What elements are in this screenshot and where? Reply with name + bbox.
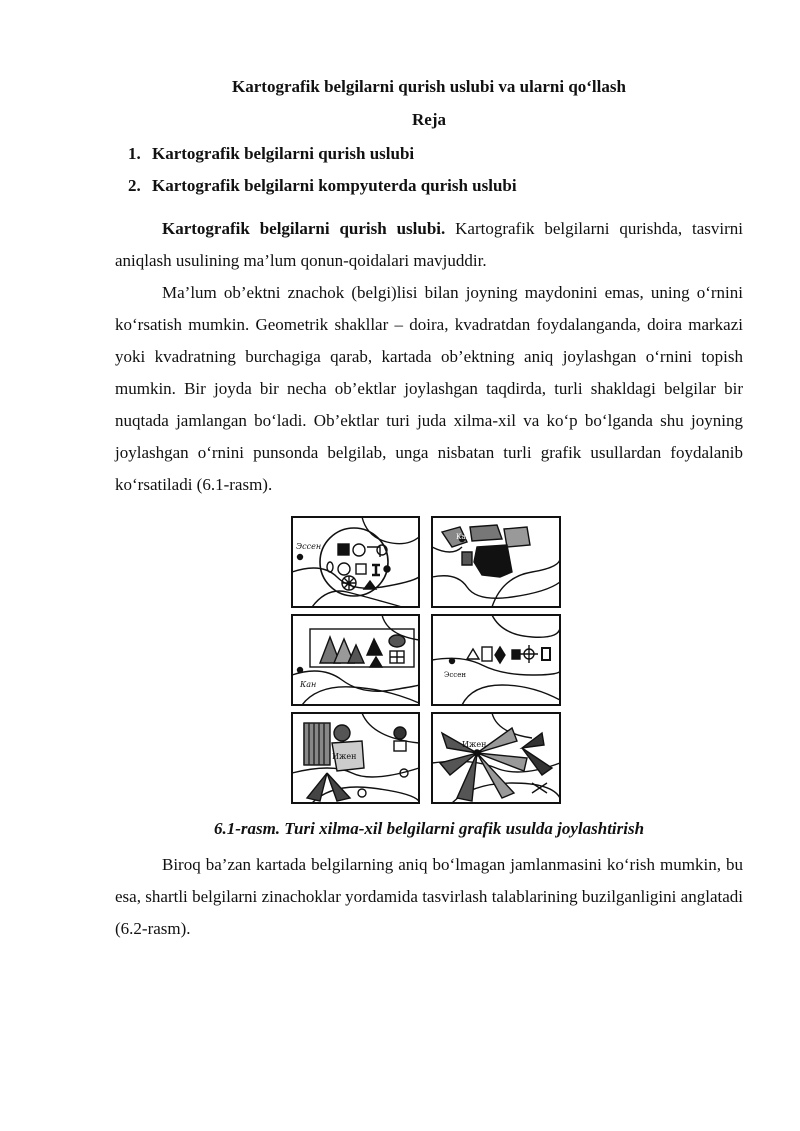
paragraph-lead: Kartografik belgilarni qurish uslubi. xyxy=(162,219,446,238)
figure-caption: 6.1-rasm. Turi xilma-xil belgilarni grafik usulda joylashtirish xyxy=(213,819,645,838)
map-label: Ижен xyxy=(332,752,357,761)
paragraph-body: Kartografik belgilarni qurishda, tasvirni aniqlash usulining ma’lum qonun-qoidalari mavjuddir. xyxy=(115,219,743,270)
plan-item-number: 2. xyxy=(128,176,141,195)
plan-heading: Reja xyxy=(412,110,446,129)
paragraph-closing: Biroq ba’zan kartada belgilarning aniq bo‘lmagan jamlanmasini ko‘rish mumkin, bu esa, shartli belgilarni zinachoklar yordamida tasvirlash talablarining buzilganligini anglatadi (6.2-rasm). xyxy=(115,855,743,938)
plan-item xyxy=(128,143,414,165)
map-panel xyxy=(432,517,560,607)
map-panel xyxy=(292,517,419,607)
map-panel xyxy=(432,615,560,705)
paragraph-main: Ma’lum ob’ektni znachok (belgi)lisi bilan joyning maydonini emas, uning o‘rnini ko‘rsatish mumkin. Geometrik shakllar – doira, kvadratdan foydalanganda, doira markazi yoki kvadratning burchagiga qarab, kartada ob’ektning aniq joylashgan o‘rnini topish mumkin. Bir joyda bir necha ob’ektlar joylashgan taqdirda, turli shakldagi belgilar bir nuqtada jamlangan bo‘ladi. Ob’ektlar turi juda xilma-xil va ko‘p bo‘lganda shu joyning joylashgan o‘rnini punsonda belgilab, unga nisbatan turli grafik usullardan foydalanib ko‘rsatiladi (6.1-rasm). xyxy=(115,283,743,494)
figure-map-symbols xyxy=(290,515,564,805)
plan-item-text: Kartografik belgilarni kompyuterda qurish uslubi xyxy=(152,176,517,195)
map-panel xyxy=(292,615,419,705)
plan-item-number: 1. xyxy=(128,144,141,163)
map-label: Ижен xyxy=(462,740,487,749)
map-label: Кан xyxy=(456,533,471,541)
map-label: Кан xyxy=(300,680,317,689)
map-label: Эссен xyxy=(444,671,467,679)
document-title: Kartografik belgilarni qurish uslubi va ularni qo‘llash xyxy=(232,77,626,96)
map-panel xyxy=(292,713,419,803)
paragraph-intro xyxy=(115,213,743,277)
plan-item xyxy=(128,175,517,197)
map-panel xyxy=(432,713,560,803)
map-label: Эссен xyxy=(296,542,322,551)
plan-item-text: Kartografik belgilarni qurish uslubi xyxy=(152,144,415,163)
